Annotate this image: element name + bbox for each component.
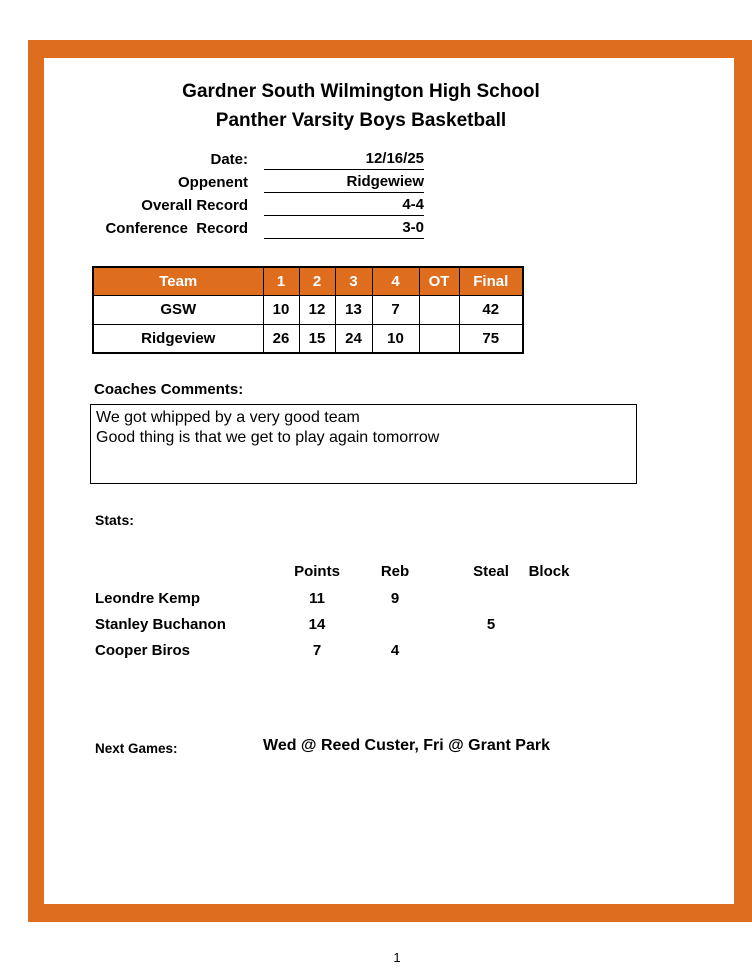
score-cell-team: GSW bbox=[93, 295, 263, 324]
field-label-opponent: Oppenent bbox=[178, 174, 248, 191]
score-cell-q2: 12 bbox=[299, 295, 335, 324]
next-games-label: Next Games: bbox=[95, 741, 178, 756]
field-value-opponent: Ridgewiew bbox=[264, 174, 424, 193]
coaches-comment-line: Good thing is that we get to play again tomorrow bbox=[96, 429, 440, 446]
score-header-q3: 3 bbox=[335, 267, 372, 295]
field-label-date: Date: bbox=[210, 151, 248, 168]
score-cell-q2: 15 bbox=[299, 324, 335, 353]
score-header-ot: OT bbox=[419, 267, 459, 295]
field-value-conference-record: 3-0 bbox=[264, 220, 424, 239]
score-cell-final: 75 bbox=[459, 324, 523, 353]
stats-header-block: Block bbox=[528, 563, 570, 580]
coaches-comments-label: Coaches Comments: bbox=[94, 381, 244, 398]
score-cell-ot bbox=[419, 295, 459, 324]
score-cell-q1: 10 bbox=[263, 295, 299, 324]
score-header-q4: 4 bbox=[372, 267, 419, 295]
stats-label: Stats: bbox=[95, 512, 134, 528]
field-label-overall-record: Overall Record bbox=[141, 197, 248, 214]
score-header-team: Team bbox=[93, 267, 263, 295]
score-cell-q3: 24 bbox=[335, 324, 372, 353]
stats-value-points: 7 bbox=[312, 642, 322, 659]
field-value-date: 12/16/25 bbox=[264, 151, 424, 170]
score-table-header-row bbox=[93, 267, 523, 295]
score-row-gsw bbox=[93, 295, 523, 324]
stats-player-name: Stanley Buchanon bbox=[95, 616, 226, 633]
score-row-ridgeview bbox=[93, 324, 523, 353]
page-subtitle: Panther Varsity Boys Basketball bbox=[215, 110, 507, 131]
stats-player-name: Leondre Kemp bbox=[95, 590, 201, 607]
page-number: 1 bbox=[393, 950, 401, 965]
stats-value-steal: 5 bbox=[486, 616, 496, 633]
score-cell-q4: 7 bbox=[372, 295, 419, 324]
stats-header-steal: Steal bbox=[473, 563, 509, 580]
stats-value-points: 11 bbox=[309, 590, 325, 607]
stats-header-points: Points bbox=[294, 563, 340, 580]
score-header-q2: 2 bbox=[299, 267, 335, 295]
score-table bbox=[92, 266, 524, 354]
score-header-q1: 1 bbox=[263, 267, 299, 295]
field-value-overall-record: 4-4 bbox=[264, 197, 424, 216]
page-title: Gardner South Wilmington High School bbox=[182, 81, 540, 102]
stats-value-reb: 4 bbox=[390, 642, 400, 659]
stats-value-points: 14 bbox=[308, 616, 326, 633]
stats-header-reb: Reb bbox=[380, 563, 410, 580]
next-games-value: Wed @ Reed Custer, Fri @ Grant Park bbox=[263, 737, 550, 754]
stats-value-reb: 9 bbox=[390, 590, 400, 607]
coaches-comments-box bbox=[90, 404, 637, 484]
score-cell-ot bbox=[419, 324, 459, 353]
score-cell-final: 42 bbox=[459, 295, 523, 324]
score-cell-team: Ridgeview bbox=[93, 324, 263, 353]
coaches-comment-line: We got whipped by a very good team bbox=[96, 409, 360, 426]
score-cell-q3: 13 bbox=[335, 295, 372, 324]
stats-player-name: Cooper Biros bbox=[95, 642, 191, 659]
field-label-conference-record: Conference Record bbox=[105, 220, 248, 237]
score-cell-q4: 10 bbox=[372, 324, 419, 353]
score-header-final: Final bbox=[459, 267, 523, 295]
score-cell-q1: 26 bbox=[263, 324, 299, 353]
